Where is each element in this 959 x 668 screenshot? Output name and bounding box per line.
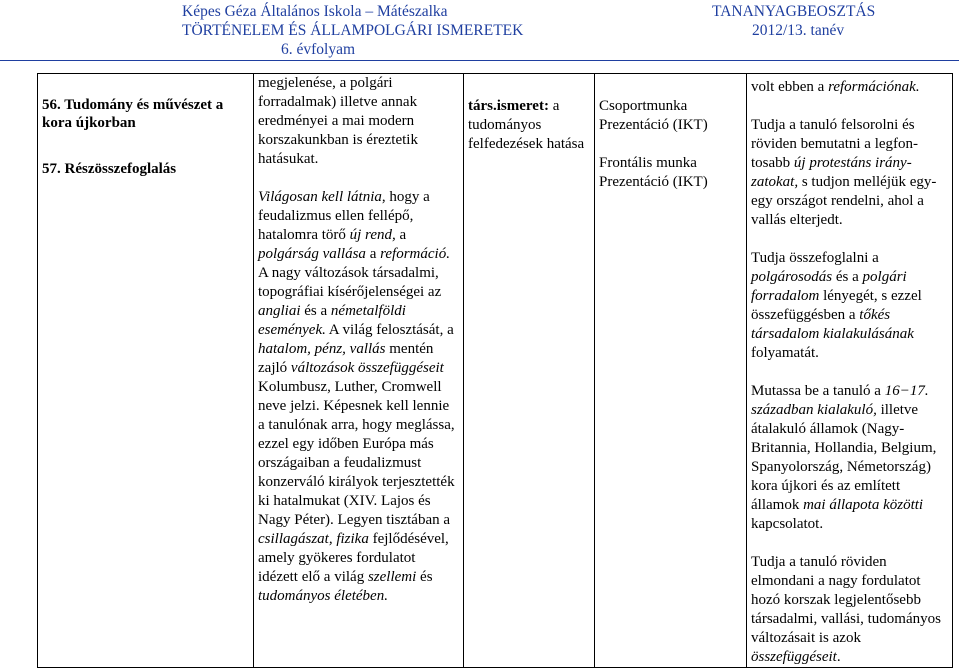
requirements-cell [747, 74, 953, 668]
requirements-paragraph-2: Tudja összefoglalni a polgárosodás és a polgári forradalom lényegét, s ezzel összefüggésben a tőkés társadalom kialakulásának folyamatát. [751, 250, 922, 361]
requirements-paragraph-3: Mutassa be a tanuló a 16−17. században kialakuló, illetve átalakuló államok (Nagy-Britannia, Hollandia, Belgium, Spanyolország, Németország) kora újkori és az említett államok mai állapota közötti kapcsolatot. [751, 383, 937, 532]
goals-paragraph-1: megjelenése, a polgári forradalmak) illetve annak eredményei a mai modern korszakunkban is éreztetik hatásukat. [258, 75, 418, 167]
school-year: 2012/13. tanév [752, 22, 845, 39]
grade-label: 6. évfolyam [281, 41, 356, 58]
topic-cell [38, 74, 254, 668]
method-2: Frontális munka [599, 155, 697, 171]
requirements-paragraph-4: Tudja a tanuló röviden elmondani a nagy fordulatot hozó korszak legjelentősebb társadalmi, vallási, tudományos változásait is azok összefüggéseit. [751, 554, 941, 665]
topic-56: 56. Tudomány és művészet a kora újkorban [42, 97, 224, 131]
goals-paragraph-2: Világosan kell látnia, hogy a feudalizmus ellen fellépő, hatalomra törő új rend, a polgárság vallása a reformáció. A nagy változások társadalmi, topográfiai kísérőjelenségei az angliai és a németalföldi események. A világ felosztását, a hatalom, pénz, vallás mentén zajló változások összefüggéseit Kolumbusz, Luther, Cromwell neve jelzi. Képesnek kell lennie a tanulónak arra, hogy meglássa, ezzel egy időben Európa más országaiban a feudalizmust konzerváló királyok terjesztették ki hatalmukat (XIV. Lajos és Nagy Péter). Legyen tisztában a csillagászat, fizika fejlődésével, amely gyökeres fordulatot idézett elő a világ szellemi és tudományos életében. [258, 189, 455, 604]
document-title: TANANYAGBEOSZTÁS [712, 3, 876, 20]
table-row [38, 74, 953, 668]
requirements-paragraph-0: volt ebben a reformációnak. [751, 79, 920, 95]
school-name: Képes Géza Általános Iskola – Mátészalka [182, 3, 448, 20]
methods-cell [595, 74, 747, 668]
topic-57: 57. Részösszefoglalás [42, 161, 177, 177]
method-1: Csoportmunka [599, 98, 688, 114]
page-header [0, 0, 959, 60]
connections-cell [464, 74, 595, 668]
subject-title: TÖRTÉNELEM ÉS ÁLLAMPOLGÁRI ISMERETEK [182, 22, 524, 39]
header-divider [0, 60, 959, 61]
method-1-tool: Prezentáció (IKT) [599, 117, 708, 133]
requirements-paragraph-1: Tudja a tanuló felsorolni és röviden bemutatni a legfon-tosabb új protestáns irány-zatokat, s tudjon melléjük egy-egy országot rendelni, ahol a vallás elterjedt. [751, 117, 937, 228]
curriculum-table [37, 73, 953, 668]
connections-text: társ.ismeret: a tudományos felfedezések hatása [468, 98, 585, 152]
method-2-tool: Prezentáció (IKT) [599, 174, 708, 190]
goals-cell [254, 74, 464, 668]
